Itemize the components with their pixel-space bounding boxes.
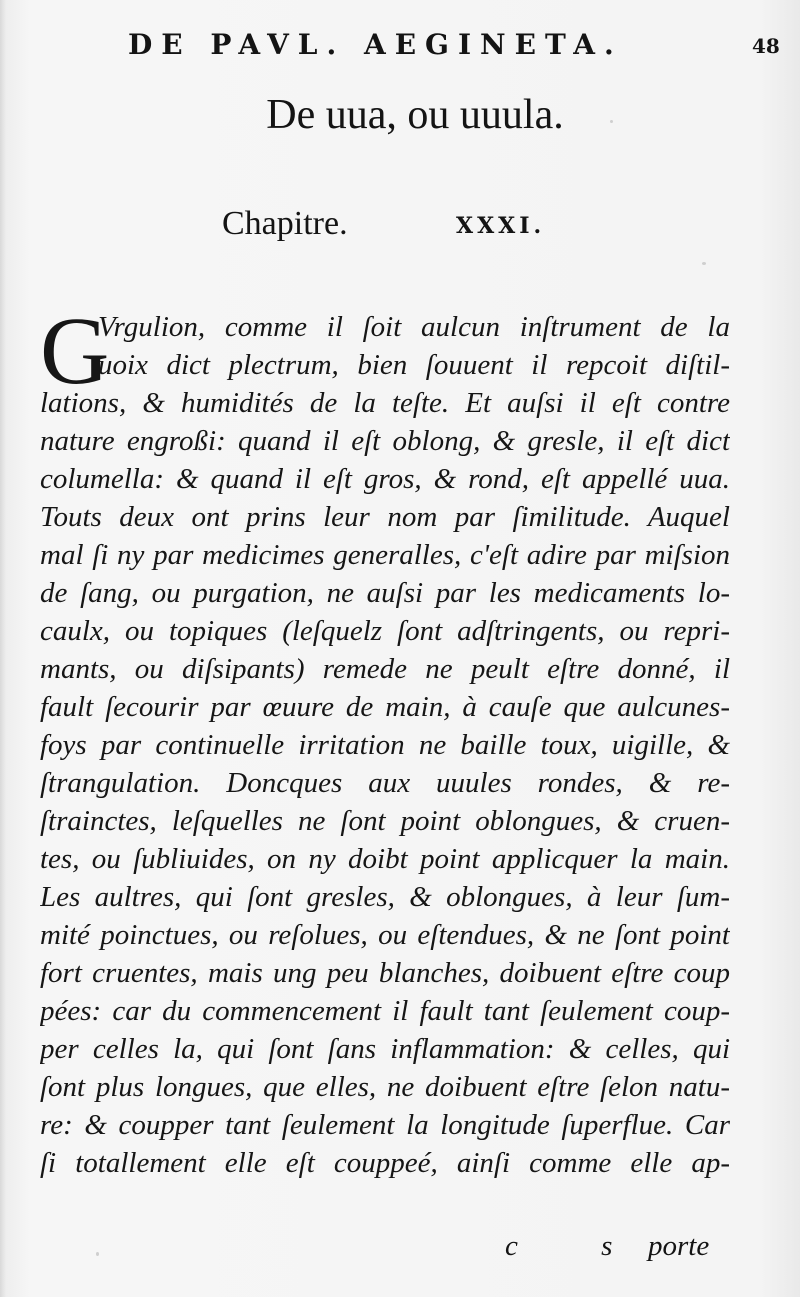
running-head bbox=[0, 28, 800, 62]
text-line: mal ſi ny par medicimes generalles, c'eſt adire par miſsion bbox=[40, 539, 730, 571]
running-title: DE PAVL. AEGINETA. bbox=[128, 28, 623, 61]
text-line: fault ſecourir par œuure de main, à cauſe que aulcunes- bbox=[40, 691, 730, 723]
signature-mark: c s bbox=[505, 1230, 651, 1262]
text-line: columella: & quand il eſt gros, & rond, eſt appellé uua. bbox=[40, 463, 730, 495]
text-line: tes, ou ſubliuides, on ny doibt point applicquer la main. bbox=[40, 843, 730, 875]
text-line: ſtrainctes, leſquelles ne ſont point oblongues, & cruen- bbox=[40, 805, 730, 837]
text-line: de ſang, ou purgation, ne auſsi par les medicaments lo- bbox=[40, 577, 730, 609]
page-number: 48 bbox=[752, 34, 780, 58]
catchword: porte bbox=[648, 1230, 710, 1262]
text-line: pées: car du commencement il fault tant ſeulement coup- bbox=[40, 995, 730, 1027]
text-line: foys par continuelle irritation ne baille toux, uigille, & bbox=[40, 729, 730, 761]
text-line: mité poinctues, ou reſolues, ou eſtendues, & ne ſont point bbox=[40, 919, 730, 951]
paper-speck bbox=[702, 262, 706, 265]
text-line: Vrgulion, comme il ſoit aulcun inſtrument de la bbox=[98, 311, 730, 343]
text-line: ſi totallement elle eſt couppeé, ainſi comme elle ap- bbox=[40, 1147, 730, 1179]
chapter-number: XXXI. bbox=[456, 213, 546, 239]
text-line: per celles la, qui ſont ſans inflammation: & celles, qui bbox=[40, 1033, 730, 1065]
text-line: caulx, ou topiques (leſquelz ſont adſtringents, ou repri- bbox=[40, 615, 730, 647]
body-text bbox=[40, 297, 730, 1182]
text-line: Les aultres, qui ſont gresles, & oblongues, à leur ſum- bbox=[40, 881, 730, 913]
text-line: ſont plus longues, que elles, ne doibuent eſtre ſelon natu- bbox=[40, 1071, 730, 1103]
chapter-label: Chapitre. bbox=[222, 205, 348, 242]
text-line: mants, ou diſsipants) remede ne peult eſtre donné, il bbox=[40, 653, 730, 685]
text-line: lations, & humidités de la teſte. Et auſsi il eſt contre bbox=[40, 387, 730, 419]
text-line: re: & coupper tant ſeulement la longitude ſuperflue. Car bbox=[40, 1109, 730, 1141]
page-footer bbox=[0, 1226, 800, 1266]
text-line: Touts deux ont prins leur nom par ſimilitude. Auquel bbox=[40, 501, 730, 533]
text-line: ſtrangulation. Doncques aux uuules rondes, & re- bbox=[40, 767, 730, 799]
text-line: nature engroßi: quand il eſt oblong, & gresle, il eſt dict bbox=[40, 425, 730, 457]
text-line: uoix dict plectrum, bien ſouuent il repcoit diſtil- bbox=[98, 349, 730, 381]
chapter-heading bbox=[0, 200, 800, 248]
drop-capital: G bbox=[40, 297, 110, 404]
chapter-title: De uua, ou uuula. bbox=[266, 92, 564, 138]
text-line: fort cruentes, mais ung peu blanches, doibuent eſtre coup bbox=[40, 957, 730, 989]
